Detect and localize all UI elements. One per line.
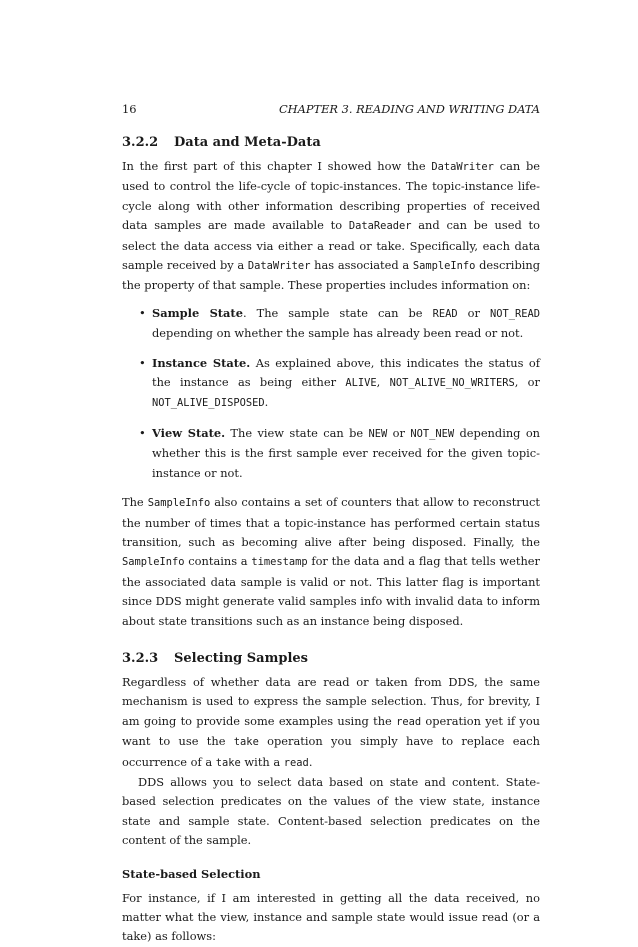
text-run: operation yet if you want to use the [122, 713, 541, 749]
code-timestamp: timestamp [251, 556, 308, 569]
property-list [122, 304, 540, 483]
document-page [122, 100, 540, 947]
list-item-instance-state [152, 354, 540, 414]
running-header [122, 100, 540, 119]
spacer [122, 851, 540, 865]
code-read: READ [432, 307, 458, 320]
spacer [122, 631, 540, 649]
text-run: contains a [184, 554, 252, 569]
code-take: take [215, 756, 241, 769]
chapter-title: CHAPTER 3. READING AND WRITING DATA [278, 102, 540, 116]
paragraph-selection [122, 673, 540, 773]
text-run: or [457, 305, 490, 320]
code-datawriter: DataWriter [247, 260, 311, 273]
section-heading-3-2-3 [122, 649, 540, 669]
text-run: can be used to control the life-cycle of topic-instances. The topic-instance life-cycle along with other information describing properties of received data samples are made available to [122, 159, 540, 233]
section-number: 3.2.2 [122, 135, 159, 150]
text-run: with a [240, 754, 284, 769]
section-title: Selecting Samples [174, 650, 308, 666]
paragraph-state-based: For instance, if I am interested in getting all the data received, no matter what the view, instance and sample state would issue read (or a take) as follows: [122, 890, 540, 944]
text-run: depending on whether this is the first sample ever received for the given topic-instance or not. [152, 425, 541, 480]
code-not-new: NOT_NEW [410, 427, 455, 440]
text-run: . [264, 395, 269, 410]
text-run: As explained above, this indicates the status of the instance as being either [152, 355, 541, 390]
text-run: , or [514, 375, 540, 390]
list-item-term: Instance State. [152, 355, 251, 370]
code-alive: ALIVE [345, 377, 377, 390]
list-item-sample-state [152, 304, 540, 344]
text-run: and can be used to select the data access via either a read or take. Specifically, each data sample received by a [122, 218, 540, 273]
code-not-alive-disposed: NOT_ALIVE_DISPOSED [152, 397, 265, 410]
text-run: , [376, 375, 390, 390]
list-item-term: Sample State [152, 305, 243, 320]
code-not-alive-no-writers: NOT_ALIVE_NO_WRITERS [389, 377, 515, 390]
text-run: depending on whether the sample has already been read or not. [152, 326, 524, 341]
text-run: describing the property of that sample. These properties includes information on: [122, 258, 541, 293]
code-sampleinfo: SampleInfo [147, 497, 211, 510]
text-run: has associated a [310, 258, 413, 273]
paragraph-sampleinfo [122, 493, 540, 631]
text-run: The [122, 495, 148, 510]
section-title: Data and Meta-Data [174, 135, 321, 150]
text-run: . The sample state can be [242, 305, 433, 320]
text-run: . [308, 754, 313, 769]
code-read: read [283, 756, 309, 769]
subsection-heading-state-based: State-based Selection [122, 866, 261, 881]
page-number: 16 [122, 102, 137, 116]
list-item-term: View State. [152, 425, 226, 440]
section-number: 3.2.3 [122, 650, 159, 666]
code-sampleinfo: SampleInfo [412, 260, 476, 273]
text-run: Regardless of whether data are read or taken from DDS, the same mechanism is used to express the sample selection. Thus, for brevity, I am going to provide some examples using the [122, 674, 540, 728]
paragraph-intro [122, 157, 540, 296]
text-run: or [387, 425, 411, 440]
code-not-read: NOT_READ [489, 307, 541, 320]
paragraph-dds-selection: DDS allows you to select data based on state and content. State-based selection predicates on the values of the view state, instance state and sample state. Content-based selection predicates on the content of the sample. [122, 774, 540, 848]
code-sampleinfo: SampleInfo [122, 556, 185, 569]
code-read: read [396, 715, 422, 728]
code-new: NEW [368, 427, 388, 440]
text-run: operation you simply have to replace each occurrence of a [122, 734, 540, 769]
text-run: The view state can be [225, 425, 369, 440]
code-datawriter: DataWriter [431, 161, 494, 173]
code-datareader: DataReader [348, 220, 412, 233]
list-item-view-state [152, 424, 540, 483]
text-run: In the first part of this chapter I showed how the [122, 159, 432, 173]
code-take: take [233, 736, 259, 749]
section-heading-3-2-2 [122, 133, 540, 153]
text-run: also contains a set of counters that allow to reconstruct the number of times that a topic-instance has performed certain status transition, such as becoming alive after being disposed. Finally, the [122, 495, 541, 549]
text-run: for the data and a flag that tells wether the associated data sample is valid or not. This latter flag is important since DDS might generate valid samples info with invalid data to inform about state transitions such as an instance being disposed. [122, 554, 540, 628]
